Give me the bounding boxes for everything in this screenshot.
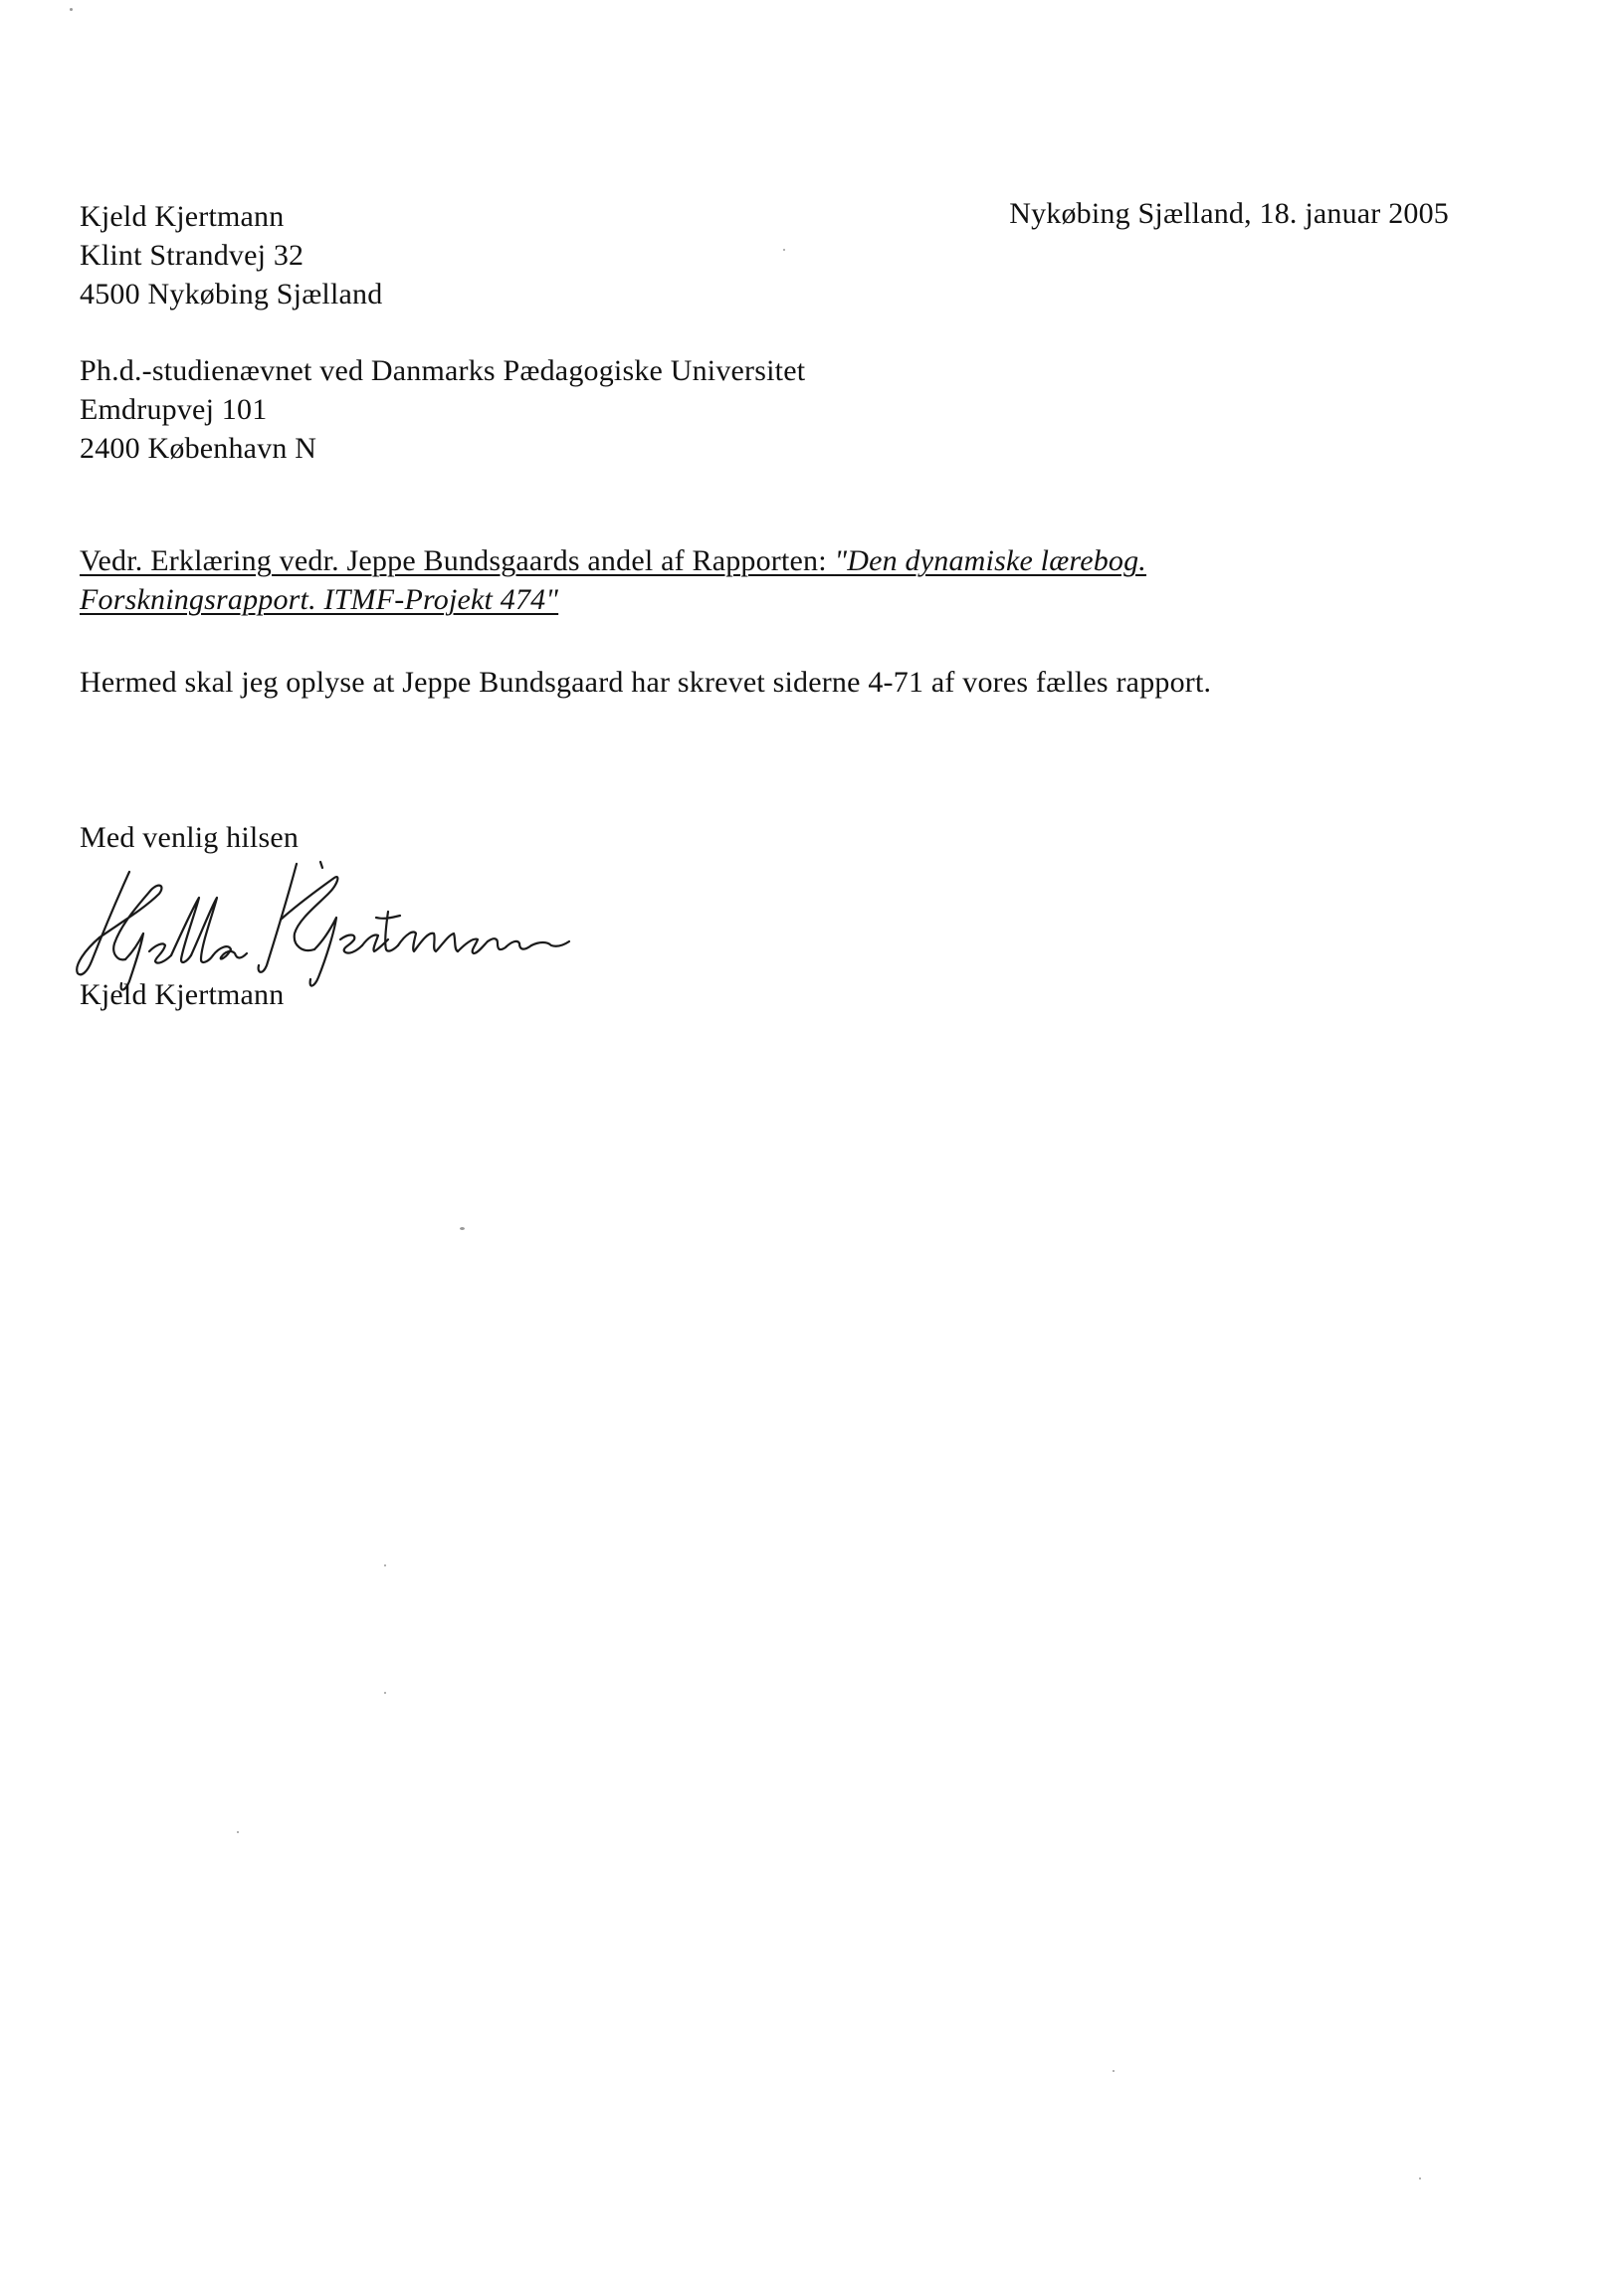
sender-street: Klint Strandvej 32	[80, 239, 304, 272]
recipient-street: Emdrupvej 101	[80, 393, 268, 426]
closing: Med venlig hilsen	[80, 821, 300, 854]
subject-title-1: "Den dynamiske lærebog.	[834, 544, 1147, 577]
recipient-address	[80, 351, 805, 468]
sender-name: Kjeld Kjertmann	[80, 200, 285, 233]
recipient-city: 2400 København N	[80, 432, 317, 465]
scan-speck	[1113, 2070, 1115, 2072]
subject-line-1	[80, 541, 1146, 580]
scan-speck	[460, 1227, 465, 1230]
scan-speck	[783, 249, 785, 251]
scan-speck	[1419, 2177, 1421, 2179]
scan-speck	[384, 1564, 386, 1566]
place-date: Nykøbing Sjælland, 18. januar 2005	[1009, 197, 1449, 230]
scan-speck	[70, 8, 73, 11]
scan-speck	[384, 1692, 386, 1694]
subject-line-2	[80, 580, 1146, 619]
signer-name: Kjeld Kjertmann	[80, 978, 285, 1011]
sender-city: 4500 Nykøbing Sjælland	[80, 278, 383, 311]
scan-speck	[237, 1831, 239, 1833]
subject-prefix: Vedr. Erklæring vedr. Jeppe Bundsgaards andel af Rapporten:	[80, 544, 835, 577]
subject-title-2: Forskningsrapport. ITMF-Projekt 474"	[80, 583, 559, 616]
subject-line	[80, 541, 1146, 619]
sender-address	[80, 197, 382, 313]
recipient-name: Ph.d.-studienævnet ved Danmarks Pædagogiske Universitet	[80, 354, 806, 387]
body-paragraph: Hermed skal jeg oplyse at Jeppe Bundsgaard har skrevet siderne 4-71 af vores fælles rapport.	[80, 666, 1212, 699]
